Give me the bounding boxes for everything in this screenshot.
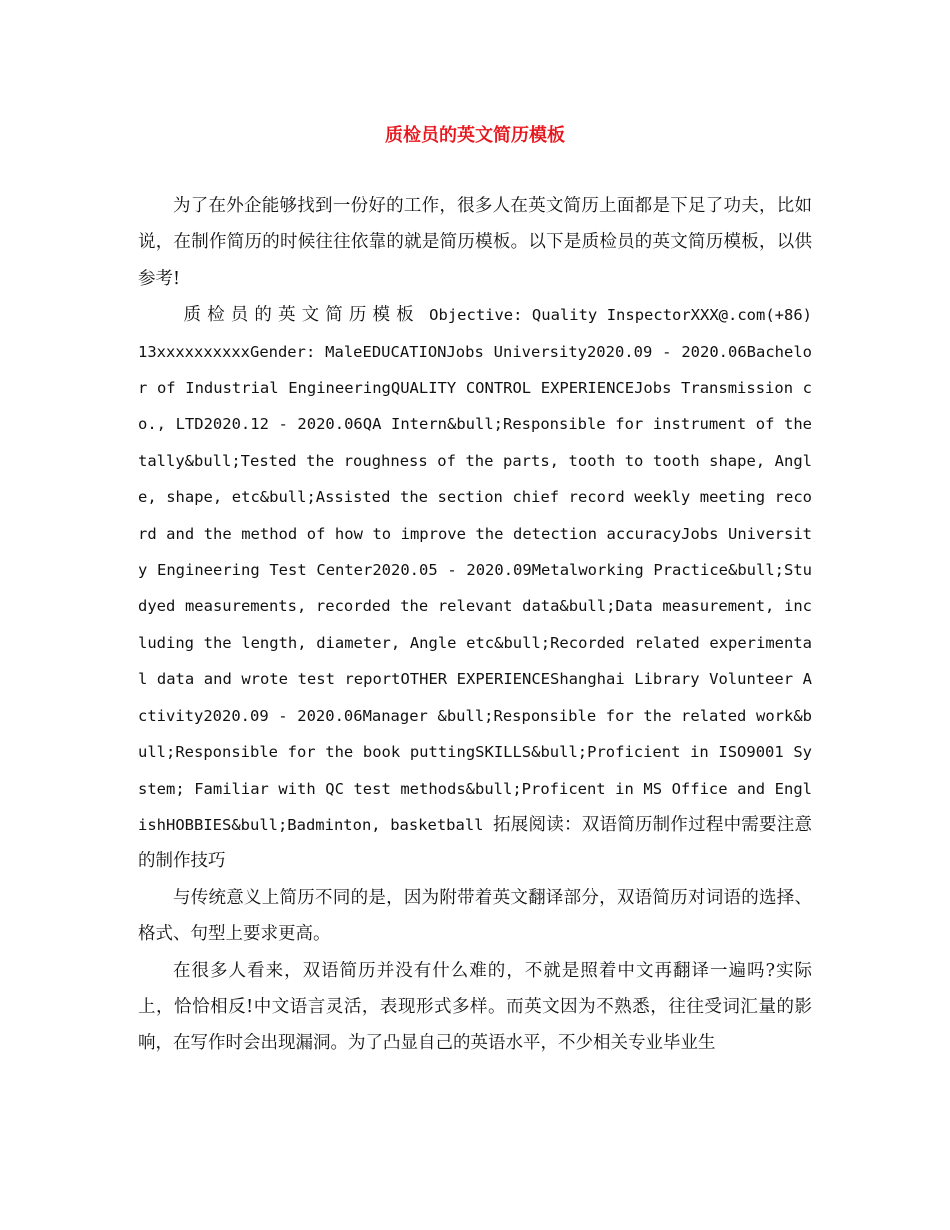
paragraph-3: 在很多人看来，双语简历并没有什么难的，不就是照着中文再翻译一遍吗?实际上，恰恰相反!中文语言灵活，表现形式多样。而英文因为不熟悉，往往受词汇量的影响，在写作时会出现漏洞。为了凸显自己的英语水平，不少相关专业毕业生	[138, 960, 812, 1054]
document-page	[138, 118, 812, 1062]
resume-paragraph	[138, 297, 812, 880]
resume-body: Objective: Quality InspectorXXX@.com(+86) 13xxxxxxxxxxGender: MaleEDUCATIONJobs University2020.09 - 2020.06Bachelor of Industrial EngineeringQUALITY CONTROL EXPERIENCEJobs Transmission co., LTD2020.12 - 2020.06QA Intern&bull;Responsible for instrument of the tally&bull;Tested the roughness of the parts, tooth to tooth shape, Angle, shape, etc&bull;Assisted the section chief record weekly meeting record and the method of how to improve the detection accuracyJobs University Engineering Test Center2020.05 - 2020.09Metalworking Practice&bull;Studyed measurements, recorded the relevant data&bull;Data measurement, including the length, diameter, Angle etc&bull;Recorded related experimental data and wrote test reportOTHER EXPERIENCEShanghai Library Volunteer Activity2020.09 - 2020.06Manager &bull;Responsible for the related work&bull;Responsible for the book puttingSKILLS&bull;Proficient in ISO9001 System; Familiar with QC test methods&bull;Proficent in MS Office and EnglishHOBBIES&bull;Badminton, basketball	[138, 306, 812, 834]
resume-tail: 拓展阅读：双语简历制作过程中需要注意的制作技巧	[138, 814, 813, 872]
resume-lead: 质检员的英文简历模板	[183, 305, 420, 326]
document-title: 质检员的英文简历模板	[385, 125, 565, 146]
paragraph-2: 与传统意义上简历不同的是，因为附带着英文翻译部分，双语简历对词语的选择、格式、句型上要求更高。	[138, 887, 812, 945]
intro-paragraph: 为了在外企能够找到一份好的工作，很多人在英文简历上面都是下足了功夫，比如说，在制作简历的时候往往依靠的就是简历模板。以下是质检员的英文简历模板，以供参考!	[138, 196, 812, 289]
